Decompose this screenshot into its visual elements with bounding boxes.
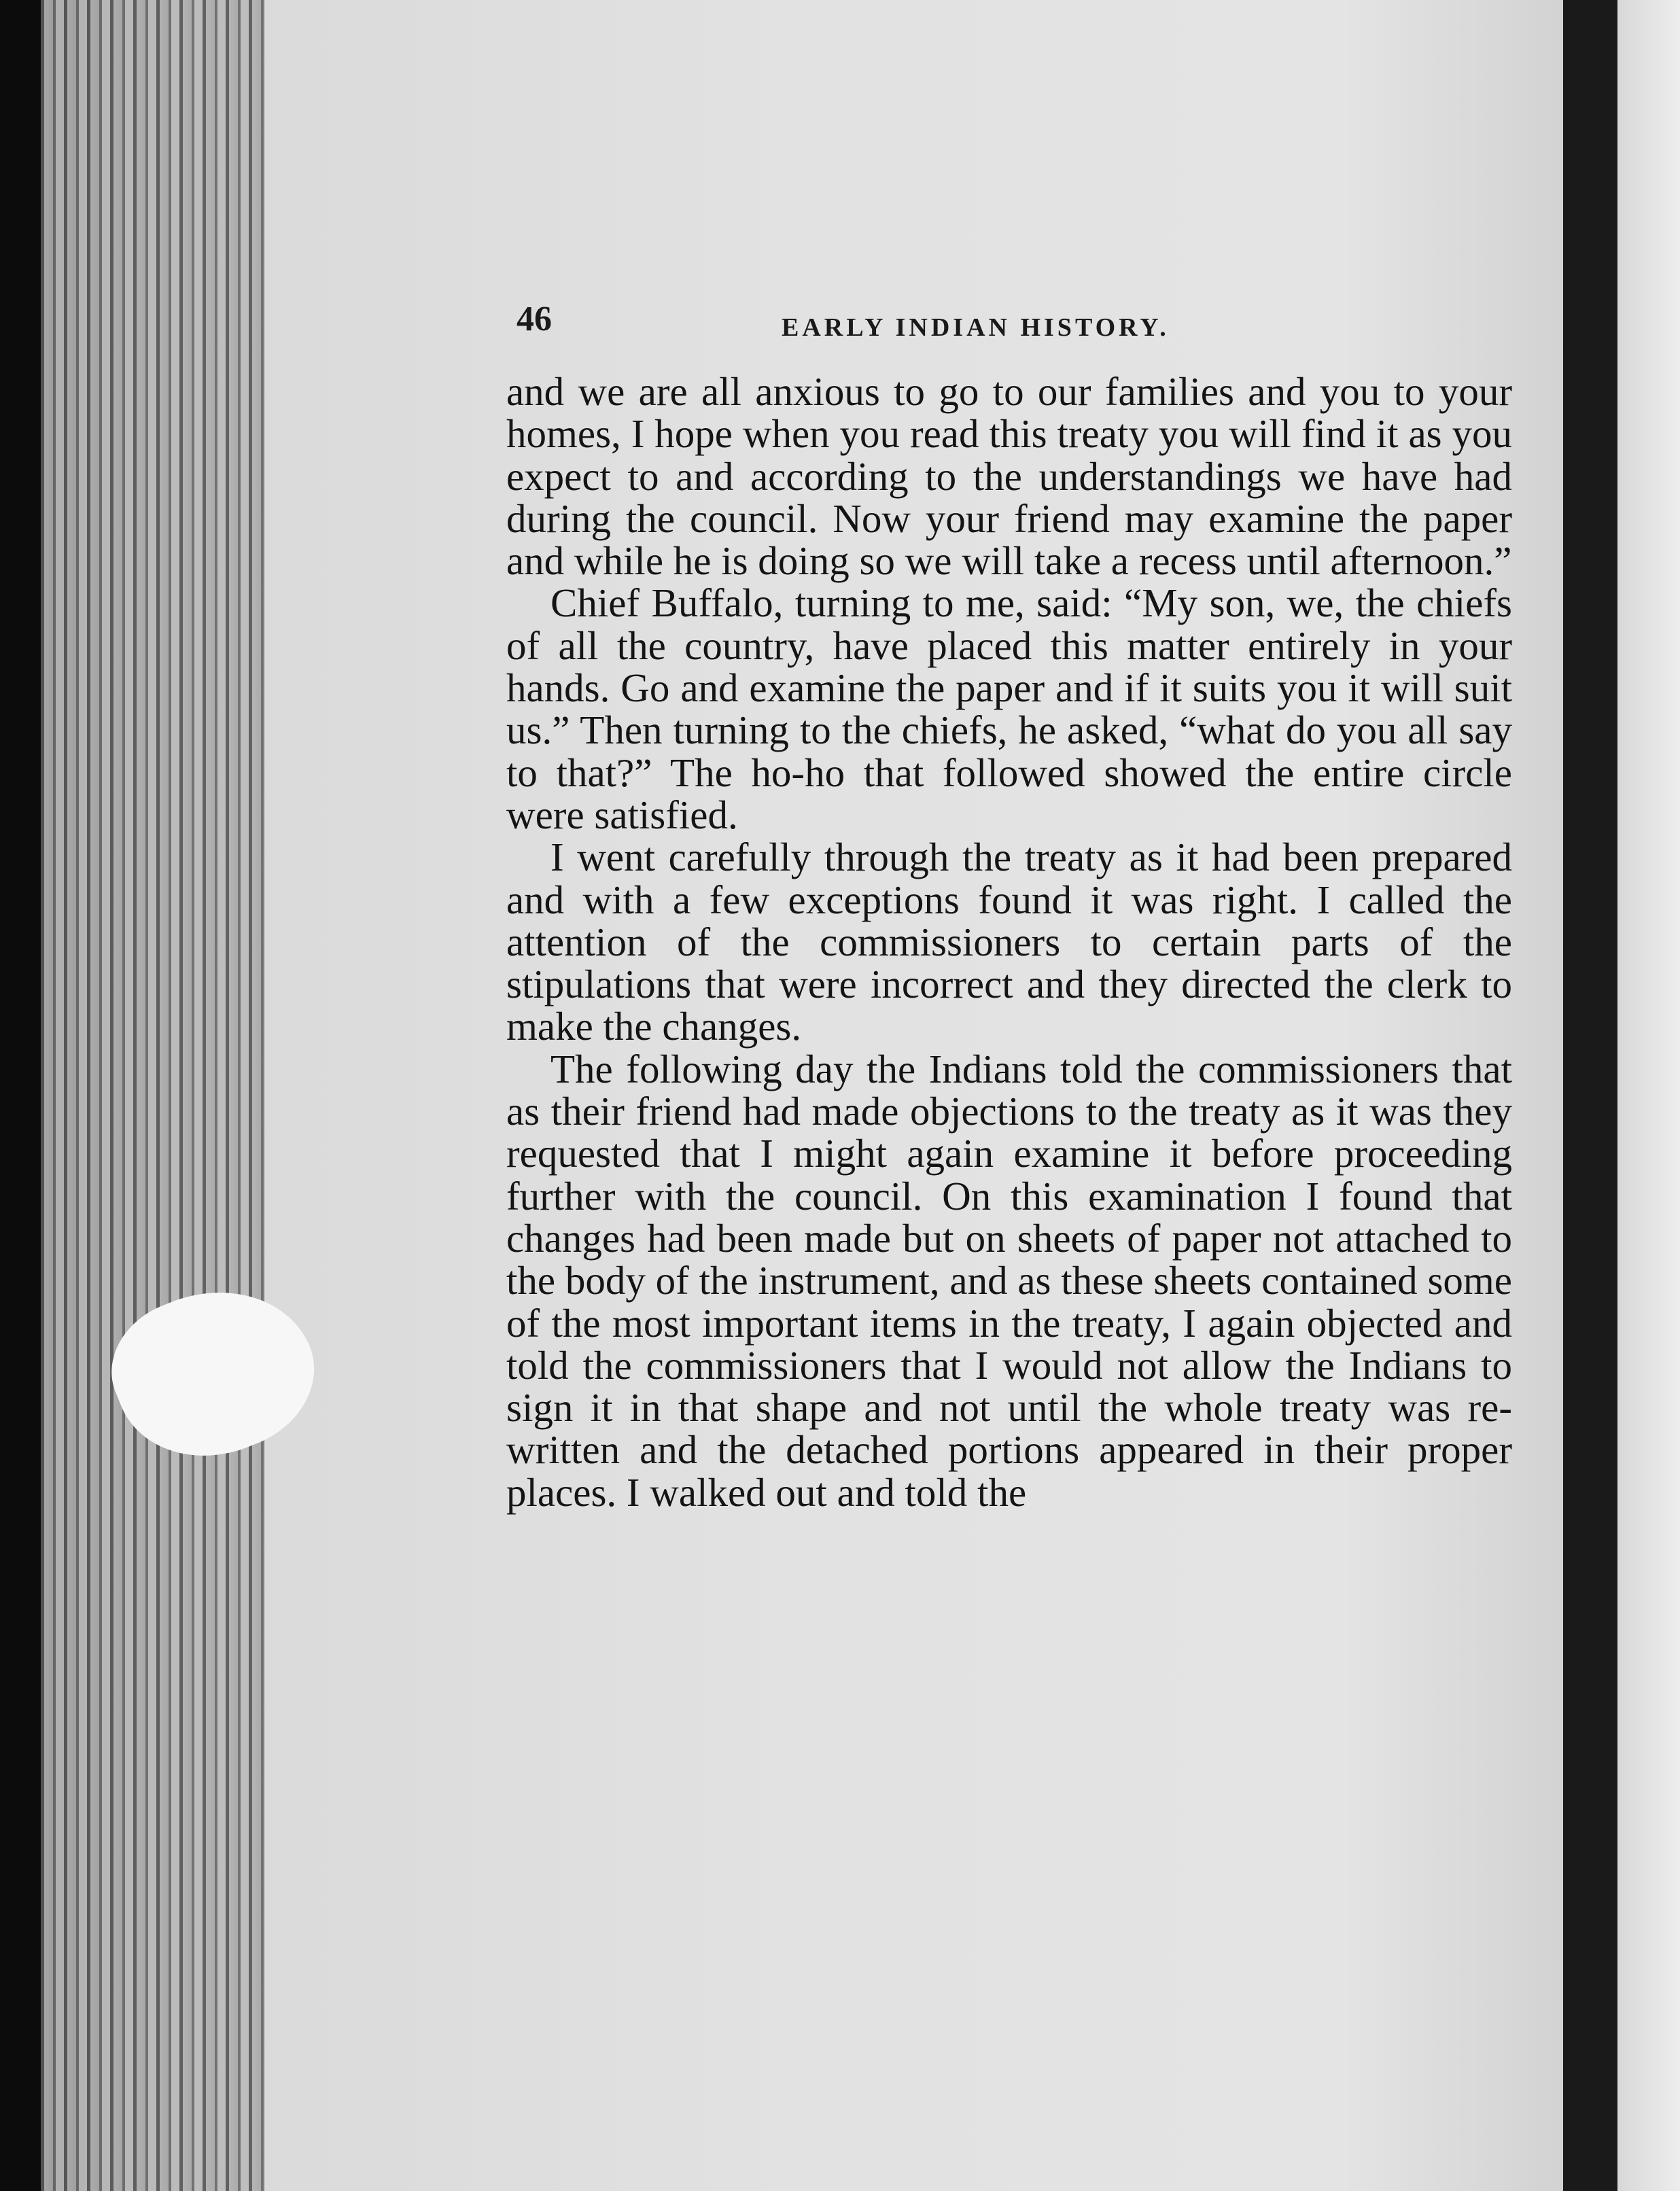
page-header [517,299,1237,360]
paragraph: I went carefully through the treaty as it had been prepared and with a few exceptions found it was right. I called the attention of the commissioners to certain parts of the stipulations that were incorrect and they directed the clerk to make the changes. [506,835,1512,1049]
body-text [506,370,1512,1513]
binding-shadow [1563,0,1617,2191]
facing-page-edge [1617,0,1680,2191]
running-head: EARLY INDIAN HISTORY. [782,313,1170,342]
paragraph: Chief Buffalo, turning to me, said: “My son, we, the chiefs of all the country, have placed this matter entirely in your hands. Go and examine the paper and if it suits you it will suit us.” Then turning to the chiefs, he asked, “what do you all say to that?” The ho-ho that followed showed the entire circle were satisfied. [506,580,1512,837]
page-number: 46 [517,300,552,338]
paragraph: The following day the Indians told the commissioners that as their friend had made objections to the treaty as it was they requested that I might again examine it before proceeding further with the council. On this examination I found that changes had been made but on sheets of paper not attached to the body of the instrument, and as these sheets contained some of the most important items in the treaty, I again objected and told the commissioners that I would not allow the Indians to sign it in that shape and not until the whole treaty was re-written and the detached portions appeared in their proper places. I walked out and told the [506,1046,1512,1515]
page-edges [41,0,265,2191]
paragraph: and we are all anxious to go to our families and you to your homes, I hope when you read this treaty you will find it as you expect to and according to the understandings we have had during the council. Now your friend may examine the paper and while he is doing so we will take a recess until afternoon.” [506,369,1512,584]
